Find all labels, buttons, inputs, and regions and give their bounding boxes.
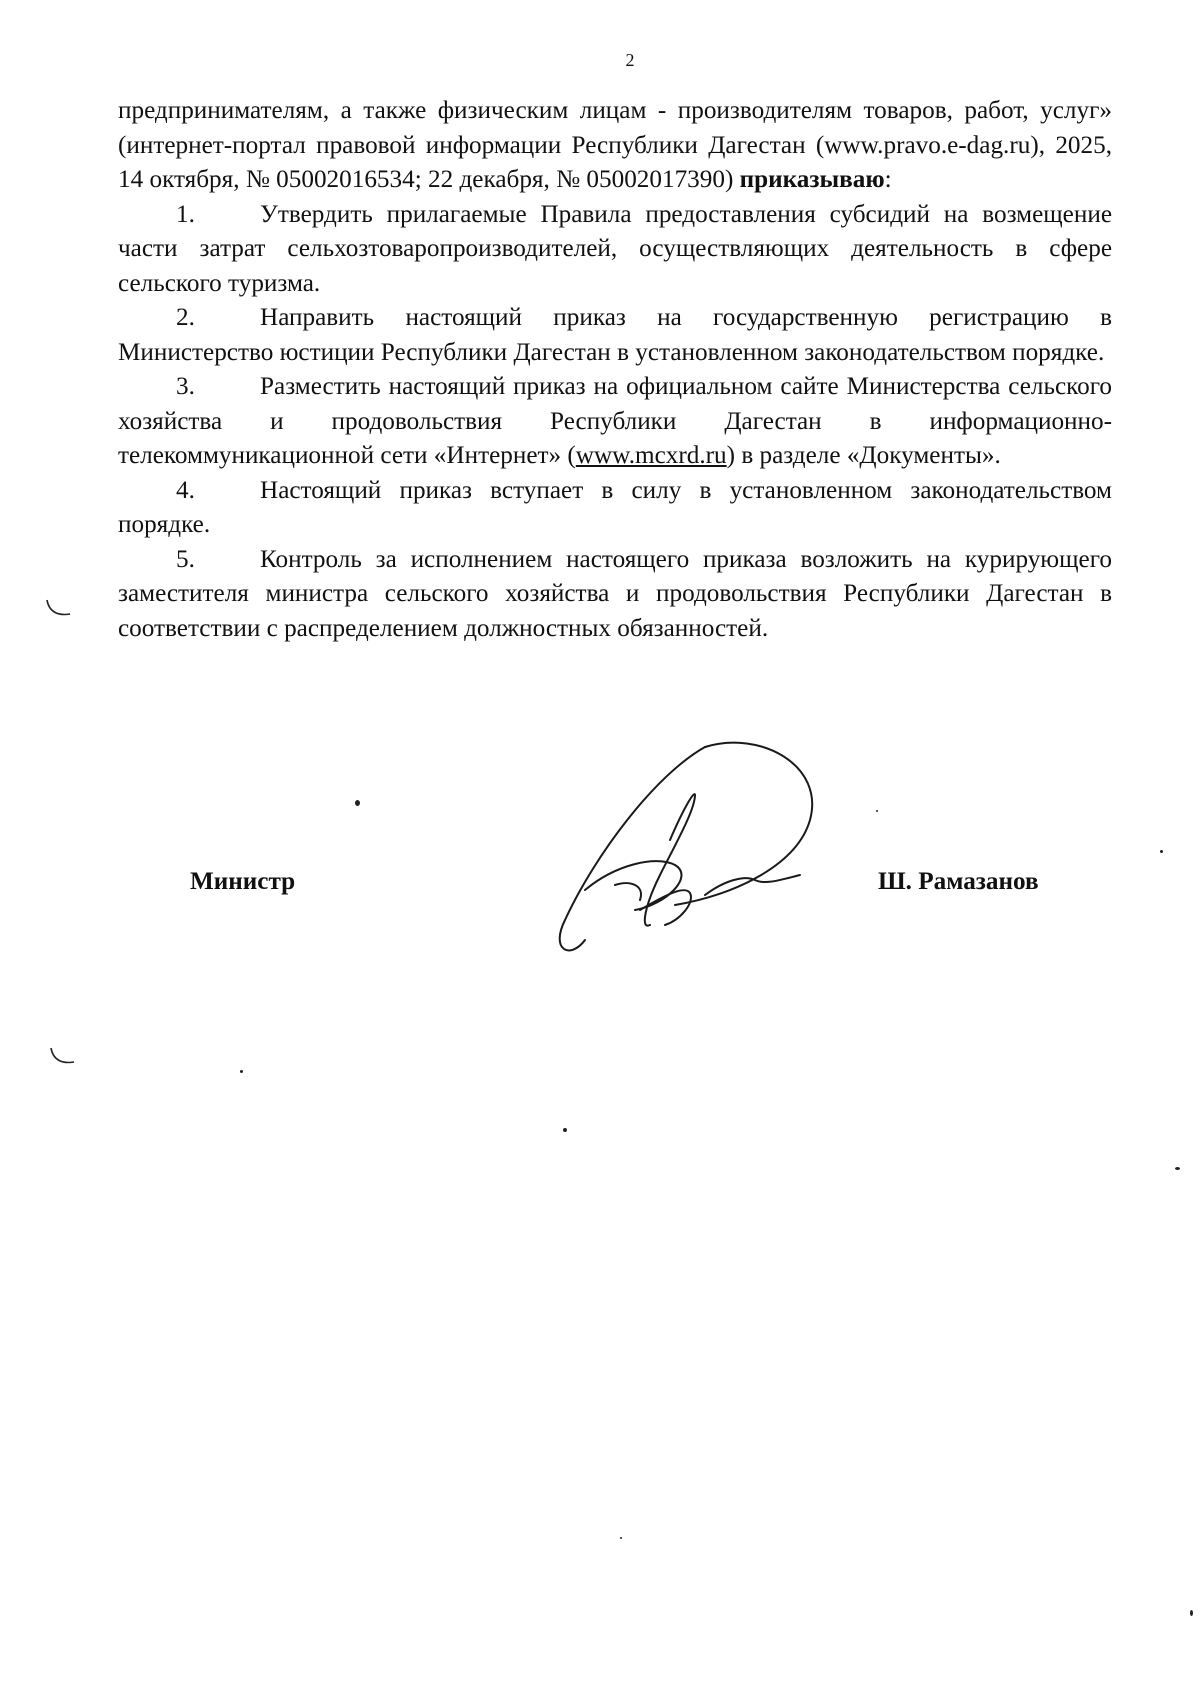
item-text: Утвердить прилагаемые Правила предоставления субсидий на возмещение части затрат сельхозтоваропроизводителей, осуществляющих деятельность в сфере сельского туризма.: [118, 200, 1112, 297]
item-text: Контроль за исполнением настоящего приказа возложить на курирующего заместителя министра сельского хозяйства и продовольствия Республики Дагестан в соответствии с распределением должностных обязанностей.: [118, 545, 1112, 642]
order-item-2: [118, 301, 1112, 370]
item-number: 3.: [176, 373, 195, 400]
scan-bracket-mark: [44, 598, 74, 620]
scan-speck: [1175, 1167, 1180, 1170]
handwritten-signature: [545, 735, 845, 965]
signatory-name: Ш. Рамазанов: [878, 868, 1039, 895]
order-item-5: [118, 543, 1112, 647]
order-item-4: [118, 474, 1112, 543]
document-body: [118, 94, 1112, 646]
signature-block: [0, 868, 1200, 908]
item-text-after: ) в разделе «Документы».: [726, 442, 1001, 469]
scan-speck: [1160, 850, 1163, 853]
intro-paragraph: [118, 94, 1112, 198]
intro-punct: :: [884, 166, 892, 193]
item-text-before: Разместить настоящий приказ на официальном сайте Министерства сельского хозяйства и продовольствия Республики Дагестан в информационно-телекоммуникационной сети «Интернет» (: [118, 373, 1112, 469]
order-item-3: [118, 370, 1112, 474]
scan-speck: [620, 1537, 622, 1539]
item-number: 5.: [176, 545, 195, 573]
scan-bracket-mark: [48, 1046, 78, 1068]
intro-text: предпринимателям, а также физическим лицам - производителям товаров, работ, услуг» (интернет-портал правовой информации Республики Дагестан (www.pravo.e-dag.ru), 2025, 14 октября, № 05002016534; 22 декабря, № 05002017390): [118, 97, 1112, 193]
scan-speck: [1190, 1610, 1193, 1616]
item-number: 1.: [176, 200, 195, 228]
item-number: 2.: [176, 304, 195, 331]
order-item-1: [118, 198, 1112, 302]
item-number: 4.: [176, 476, 195, 504]
scan-speck: [876, 810, 878, 812]
item-text: Настоящий приказ вступает в силу в установленном законодательством порядке.: [118, 476, 1112, 538]
order-word: приказываю: [739, 166, 885, 193]
signatory-title: Министр: [190, 868, 296, 895]
scan-speck: [563, 1128, 567, 1132]
scan-speck: [355, 800, 360, 806]
item-text: Направить настоящий приказ на государственную регистрацию в Министерство юстиции Республики Дагестан в установленном законодательством порядке.: [118, 304, 1112, 366]
ministry-site-link[interactable]: www.mcxrd.ru: [575, 442, 727, 469]
page-number: 2: [625, 50, 635, 70]
scan-speck: [240, 1070, 243, 1073]
